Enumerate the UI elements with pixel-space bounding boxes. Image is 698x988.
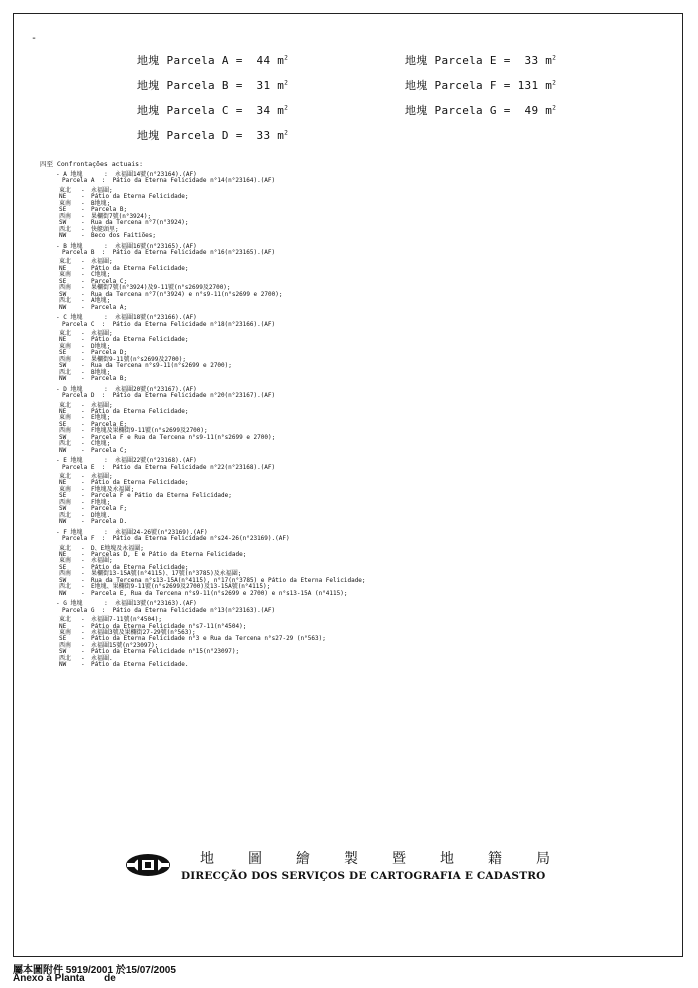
neighbour-description: F地塊及永福圍; [91,485,135,493]
row-dash: - [81,206,85,214]
neighbour-description: Parcela D. [91,518,128,526]
neighbour-description: F地塊及果欄街9-11號(n°s2699及2700); [91,427,208,435]
institution-name-portuguese: DIRECÇÃO DOS SERVIÇOS DE CARTOGRAFIA E CADASTRO [181,870,546,882]
row-dash: - [81,329,85,337]
direction-label: NE [59,193,67,201]
row-dash: - [81,557,85,565]
row-dash: - [81,479,85,487]
direction-label: NE [59,336,67,344]
parcel-block [56,315,666,383]
row-dash: - [81,375,85,383]
row-dash: - [81,629,85,636]
neighbour-description: Beco dos Faitiões; [91,232,157,240]
area-parcel-a: 地塊 Parcela A = 44 $m^2$ [137,54,289,67]
confrontation-row [59,233,666,239]
neighbour-description: 永福圍; [91,186,113,194]
neighbour-description: 永福圍; [91,473,113,481]
neighbour-description: Pátio da Eterna Felicidade; [91,193,189,201]
neighbour-description: A地塊; [91,297,111,305]
row-dash: - [81,518,85,526]
neighbour-description: 果欄街13-15A號(n°4115)、17號(n°3785)及永福圍; [91,570,242,578]
institution-char: 圖 [248,851,262,867]
neighbour-description: B地塊; [91,199,111,207]
confrontation-row [59,305,666,311]
row-dash: - [81,622,85,630]
direction-label: 西南 [59,355,72,363]
row-dash: - [81,271,85,279]
neighbour-description: 果欄街9-11號(n°s2699及2700); [91,355,187,363]
neighbour-description: C地塊; [91,440,111,448]
row-dash: - [81,264,85,272]
row-dash: - [81,563,85,571]
neighbour-description: D地塊. [91,511,111,519]
direction-label: 東北 [59,258,72,266]
area-parcel-g: 地塊 Parcela G = 49 $m^2$ [405,104,557,117]
neighbour-description: Parcela F e Pátio da Eterna Felicidade; [91,492,232,500]
direction-label: 東南 [59,557,72,565]
row-dash: - [81,349,85,357]
row-dash: - [81,544,85,552]
direction-label: NW [59,375,67,383]
neighbour-description: Rua da Tercena n°7(n°3924) e n°s9-11(n°s2699 e 2700); [91,290,283,298]
direction-label: SE [59,277,67,285]
parcel-heading-portuguese: Parcela C : Pátio da Eterna Felicidade n°18(n°23166).(AF) [62,320,276,328]
parcel-heading-chinese: - G 地塊 : 永福圍13號(n°23163).(AF) [56,600,197,608]
direction-label: 西北 [59,368,72,376]
neighbour-description: Parcela A; [91,303,128,311]
parcel-heading-chinese: - D 地塊 : 永福圍20號(n°23167).(AF) [56,385,197,393]
direction-label: SW [59,362,67,370]
parcel-heading-chinese: - B 地塊 : 永福圍16號(n°23165).(AF) [56,242,197,250]
parcel-heading-portuguese: Parcela E : Pátio da Eterna Felicidade n°22(n°23168).(AF) [62,463,276,471]
direction-label: 西南 [59,570,72,578]
institution-char: 局 [536,851,550,867]
row-dash: - [81,277,85,285]
area-parcel-d: 地塊 Parcela D = 33 $m^2$ [137,129,289,142]
direction-label: SW [59,505,67,513]
row-dash: - [81,414,85,422]
row-dash: - [81,505,85,513]
row-dash: - [81,440,85,448]
institution-name-chinese [200,848,550,868]
direction-label: NW [59,589,67,597]
neighbour-description: Parcela E; [91,420,128,428]
direction-label: SE [59,635,67,643]
neighbour-description: Parcela D; [91,349,128,357]
direction-label: 東南 [59,485,72,493]
row-dash: - [81,635,85,643]
parcel-block [56,172,666,240]
neighbour-description: D、E地塊及永福圍; [91,544,144,552]
row-dash: - [81,648,85,656]
row-dash: - [81,570,85,578]
parcel-heading-portuguese: Parcela D : Pátio da Eterna Felicidade n°20(n°23167).(AF) [62,392,276,400]
annex-line-chinese: 屬本圖附件 5919/2001 於15/07/2005 [13,965,176,976]
row-dash: - [81,186,85,194]
neighbour-description: 永福圍; [91,258,113,266]
neighbour-description: Pátio da Eterna Felicidade; [91,264,189,272]
direction-label: 東北 [59,616,72,624]
parcel-heading-chinese: - F 地塊 : 永福圍24-26號(n°23169).(AF) [56,528,208,536]
direction-label: SE [59,206,67,214]
direction-label: SW [59,576,67,584]
row-dash: - [81,641,85,649]
direction-label: SW [59,648,67,656]
confrontations-list [56,172,666,673]
row-dash: - [81,511,85,519]
parcel-heading-chinese: - C 地塊 : 永福圍18號(n°23166).(AF) [56,314,197,322]
direction-label: NW [59,303,67,311]
direction-label: 西北 [59,654,72,662]
row-dash: - [81,290,85,298]
direction-label: 西北 [59,225,72,233]
row-dash: - [81,355,85,363]
direction-label: 西南 [59,641,72,649]
neighbour-description: Rua da Tercena n°7(n°3924); [91,219,189,227]
neighbour-description: 永福圍; [91,557,113,565]
row-dash: - [81,401,85,409]
neighbour-description: 快艇頭里; [91,225,119,233]
section-title: 四至 Confrontações actuais: [40,160,144,168]
area-parcel-e: 地塊 Parcela E = 33 $m^2$ [405,54,557,67]
area-parcel-f: 地塊 Parcela F = 131 $m^2$ [405,79,557,92]
row-dash: - [81,492,85,500]
row-dash: - [81,551,85,559]
neighbour-description: Pátio da Eterna Felicidade; [91,336,189,344]
neighbour-description: Parcelas D, E e Pátio da Eterna Felicidade; [91,551,247,559]
direction-label: 西北 [59,583,72,591]
row-dash: - [81,583,85,591]
neighbour-description: C地塊; [91,271,111,279]
annex-line-portuguese: Anexo à Planta de [13,973,116,984]
direction-label: SW [59,433,67,441]
row-dash: - [81,232,85,240]
row-dash: - [81,616,85,624]
direction-label: SE [59,349,67,357]
direction-label: 東南 [59,342,72,350]
confrontation-row [59,519,666,525]
institution-char: 地 [200,851,214,867]
row-dash: - [81,589,85,597]
direction-label: 東北 [59,186,72,194]
neighbour-description: E地塊; [91,414,111,422]
row-dash: - [81,258,85,266]
header-mark: - [31,33,38,44]
direction-label: SE [59,563,67,571]
parcel-heading-chinese: - A 地塊 : 永福圍14號(n°23164).(AF) [56,171,197,178]
neighbour-description: Parcela B; [91,206,128,214]
parcel-heading-portuguese: Parcela G : Pátio da Eterna Felicidade n°13(n°23163).(AF) [62,606,276,614]
institution-char: 製 [344,851,358,867]
neighbour-description: E地塊、果欄街9-11號(n°s2699及2700)及13-15A號(n°4115); [91,583,271,591]
neighbour-description: 永福圍; [91,329,113,337]
confrontation-row [59,591,666,597]
parcel-block [56,530,666,598]
direction-label: SE [59,420,67,428]
direction-label: NW [59,232,67,240]
neighbour-description: Pátio da Eterna Felicidade. [91,661,189,669]
cartography-logo-icon [124,850,172,880]
parcel-block [56,601,666,669]
neighbour-description: 果欄街7號(n°3924)及9-11號(n°s2699及2700); [91,284,231,292]
row-dash: - [81,225,85,233]
direction-label: 東南 [59,271,72,279]
row-dash: - [81,433,85,441]
direction-label: NE [59,622,67,630]
parcel-heading-chinese: - E 地塊 : 永福圍22號(n°23168).(AF) [56,457,197,465]
row-dash: - [81,297,85,305]
neighbour-description: Parcela E, Rua da Tercena n°s9-11(n°s2699 e 2700) e n°s13-15A (n°4115); [91,589,348,597]
institution-char: 地 [440,851,454,867]
direction-label: 東北 [59,401,72,409]
row-dash: - [81,420,85,428]
parcel-block [56,244,666,312]
row-dash: - [81,661,85,669]
neighbour-description: 永福圍7-11號(n°4504); [91,616,162,624]
row-dash: - [81,193,85,201]
direction-label: 西南 [59,427,72,435]
row-dash: - [81,303,85,311]
parcel-block [56,458,666,526]
neighbour-description: Parcela F e Rua da Tercena n°s9-11(n°s2699 e 2700); [91,433,276,441]
row-dash: - [81,473,85,481]
neighbour-description: 永福圍3號及果欄街27-29號(n°563); [91,629,196,636]
direction-label: SE [59,492,67,500]
parcel-heading-portuguese: Parcela B : Pátio da Eterna Felicidade n°16(n°23165).(AF) [62,248,276,256]
direction-label: NW [59,518,67,526]
confrontation-row [59,376,666,382]
row-dash: - [81,342,85,350]
row-dash: - [81,427,85,435]
neighbour-description: Pátio da Eterna Felicidade; [91,563,189,571]
neighbour-description: Pátio da Eterna Felicidade n°s7-11(n°4504); [91,622,247,630]
row-dash: - [81,219,85,227]
institution-char: 繪 [296,851,310,867]
row-dash: - [81,446,85,454]
neighbour-description: F地塊; [91,498,111,506]
direction-label: NW [59,446,67,454]
neighbour-description: 果欄街7號(n°3924); [91,212,152,220]
parcel-heading-portuguese: Parcela A : Pátio da Eterna Felicidade n°14(n°23164).(AF) [62,177,276,185]
neighbour-description: 永福圍; [91,401,113,409]
neighbour-description: Parcela C; [91,277,128,285]
neighbour-description: 永福圍. [91,654,113,662]
direction-label: NE [59,264,67,272]
neighbour-description: Pátio da Eterna Felicidade; [91,407,189,415]
direction-label: 東北 [59,544,72,552]
row-dash: - [81,498,85,506]
parcel-block [56,387,666,455]
row-dash: - [81,199,85,207]
row-dash: - [81,485,85,493]
neighbour-description: Rua da Tercena n°s9-11(n°s2699 e 2700); [91,362,232,370]
row-dash: - [81,336,85,344]
direction-label: 西南 [59,498,72,506]
direction-label: 西南 [59,212,72,220]
confrontation-row [59,662,666,668]
neighbour-description: B地塊; [91,368,111,376]
direction-label: 西北 [59,511,72,519]
neighbour-description: Parcela F; [91,505,128,513]
neighbour-description: Pátio da Eterna Felicidade n°3 e Rua da Tercena n°s27-29 (n°563); [91,635,326,643]
direction-label: 西北 [59,440,72,448]
row-dash: - [81,362,85,370]
neighbour-description: Rua da Tercena n°s13-15A(n°4115), n°17(n°3785) e Pátio da Eterna Felicidade; [91,576,366,584]
institution-char: 暨 [392,851,406,867]
row-dash: - [81,284,85,292]
direction-label: 西北 [59,297,72,305]
direction-label: SW [59,219,67,227]
direction-label: NE [59,407,67,415]
institution-char: 籍 [488,851,502,867]
neighbour-description: D地塊; [91,342,111,350]
row-dash: - [81,654,85,662]
row-dash: - [81,368,85,376]
neighbour-description: Parcela B; [91,375,128,383]
direction-label: 西南 [59,284,72,292]
confrontation-row [59,448,666,454]
direction-label: 東北 [59,473,72,481]
direction-label: 東南 [59,199,72,207]
direction-label: 東南 [59,414,72,422]
row-dash: - [81,576,85,584]
neighbour-description: Pátio da Eterna Felicidade n°15(n°23097); [91,648,240,656]
direction-label: NE [59,551,67,559]
direction-label: 東北 [59,329,72,337]
neighbour-description: Parcela C; [91,446,128,454]
direction-label: SW [59,290,67,298]
direction-label: NE [59,479,67,487]
neighbour-description: 永福圍15號(n°23097); [91,641,159,649]
parcel-heading-portuguese: Parcela F : Pátio da Eterna Felicidade n°s24-26(n°23169).(AF) [62,535,290,543]
direction-label: NW [59,661,67,669]
direction-label: 東南 [59,629,72,636]
area-parcel-c: 地塊 Parcela C = 34 $m^2$ [137,104,289,117]
neighbour-description: Pátio da Eterna Felicidade; [91,479,189,487]
row-dash: - [81,407,85,415]
row-dash: - [81,212,85,220]
area-parcel-b: 地塊 Parcela B = 31 $m^2$ [137,79,289,92]
